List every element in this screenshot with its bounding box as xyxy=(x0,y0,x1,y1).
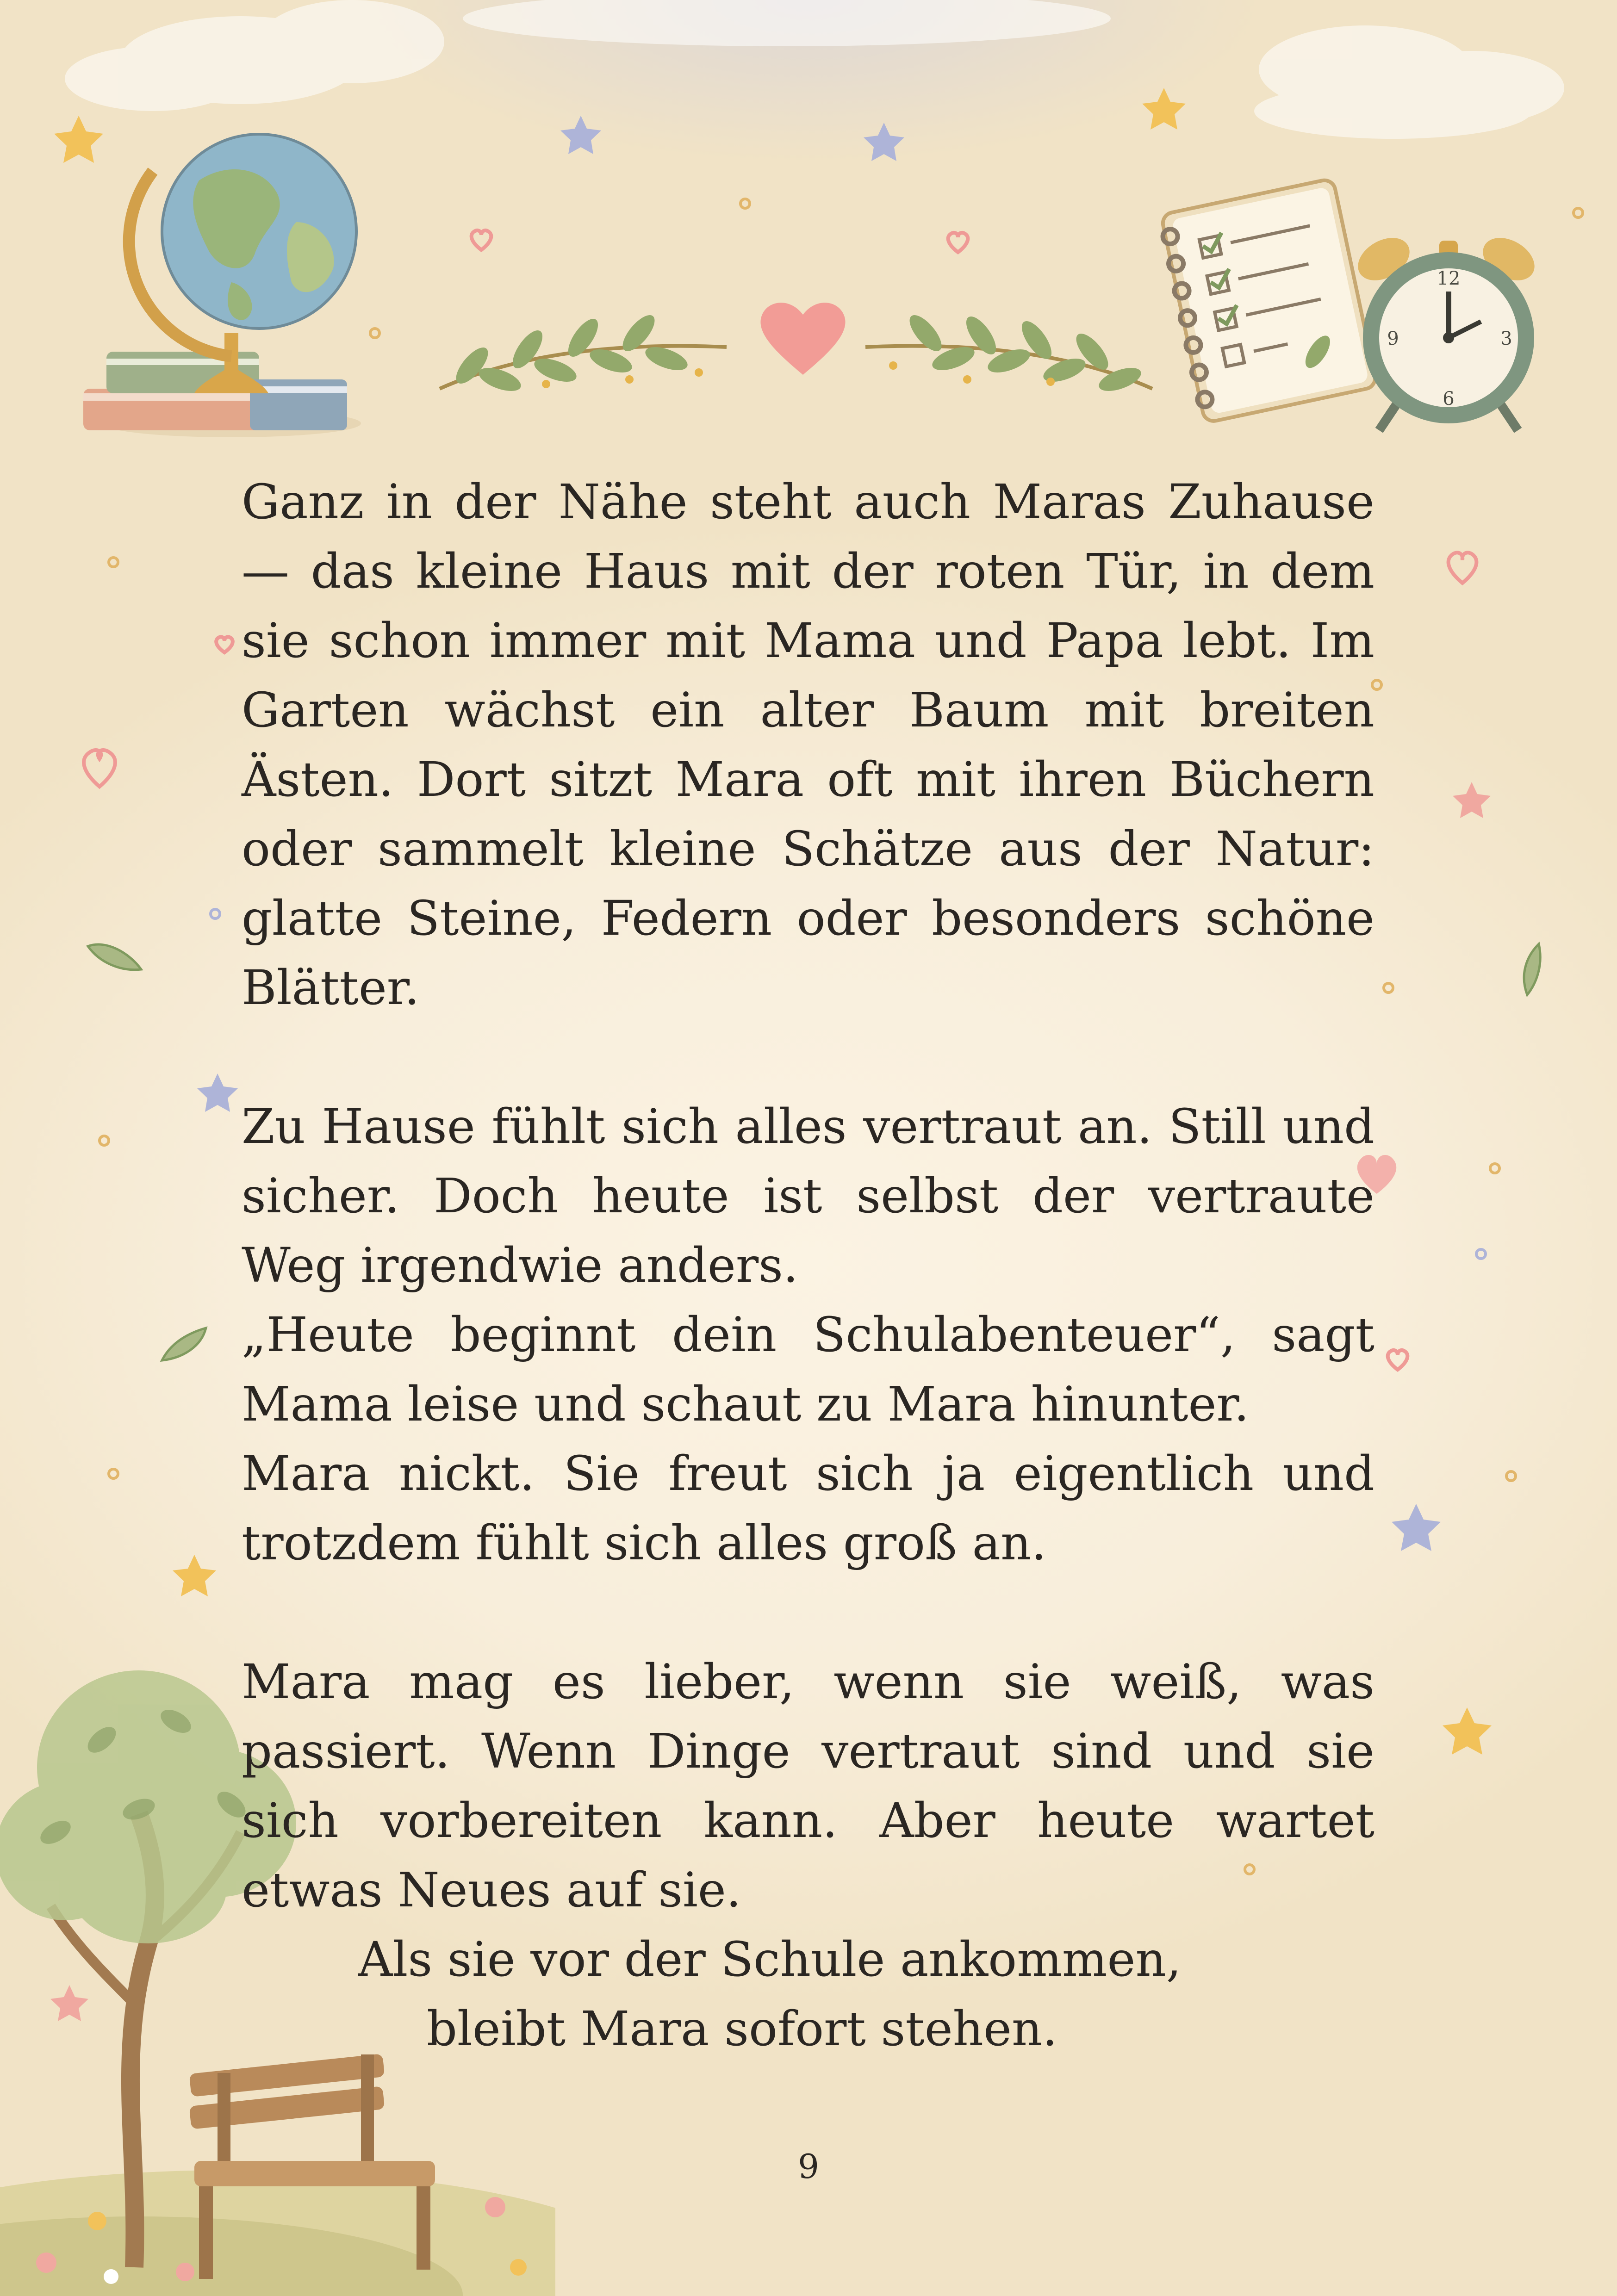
centered-line-2: bleibt Mara sofort stehen. xyxy=(427,2001,1058,2057)
paragraph-2: Zu Hause fühlt sich alles vertraut an. Still und sicher. Doch heute ist selbst der vertraute Weg irgendwie anders. xyxy=(242,1099,1374,1293)
svg-text:6: 6 xyxy=(1443,388,1455,410)
centered-line-1: Als sie vor der Schule ankommen, xyxy=(358,1932,1182,1987)
paragraph-4: Mara nickt. Sie freut sich ja eigentlich und trotzdem fühlt sich alles groß an. xyxy=(242,1446,1374,1571)
paragraph-5: Mara mag es lieber, wenn sie weiß, was passiert. Wenn Dinge vertraut sind und sie sich vorbereiten kann. Aber heute wartet etwas Neues auf sie. xyxy=(242,1654,1374,1918)
svg-text:12: 12 xyxy=(1437,268,1461,289)
story-text xyxy=(242,467,1374,2064)
svg-text:3: 3 xyxy=(1500,328,1512,349)
svg-text:9: 9 xyxy=(1387,328,1399,349)
paragraph-1: Ganz in der Nähe steht auch Maras Zuhause — das kleine Haus mit der roten Tür, in dem sie schon immer mit Mama und Papa lebt. Im Garten wächst ein alter Baum mit breiten Ästen. Dort sitzt Mara oft mit ihren Büchern oder sammelt kleine Schätze aus der Natur: glatte Steine, Federn oder besonders schöne Blätter. xyxy=(242,474,1374,1016)
page-number: 9 xyxy=(798,2147,819,2186)
paragraph-3: „Heute beginnt dein Schulabenteuer“, sagt Mama leise und schaut zu Mara hinunter. xyxy=(242,1307,1374,1432)
